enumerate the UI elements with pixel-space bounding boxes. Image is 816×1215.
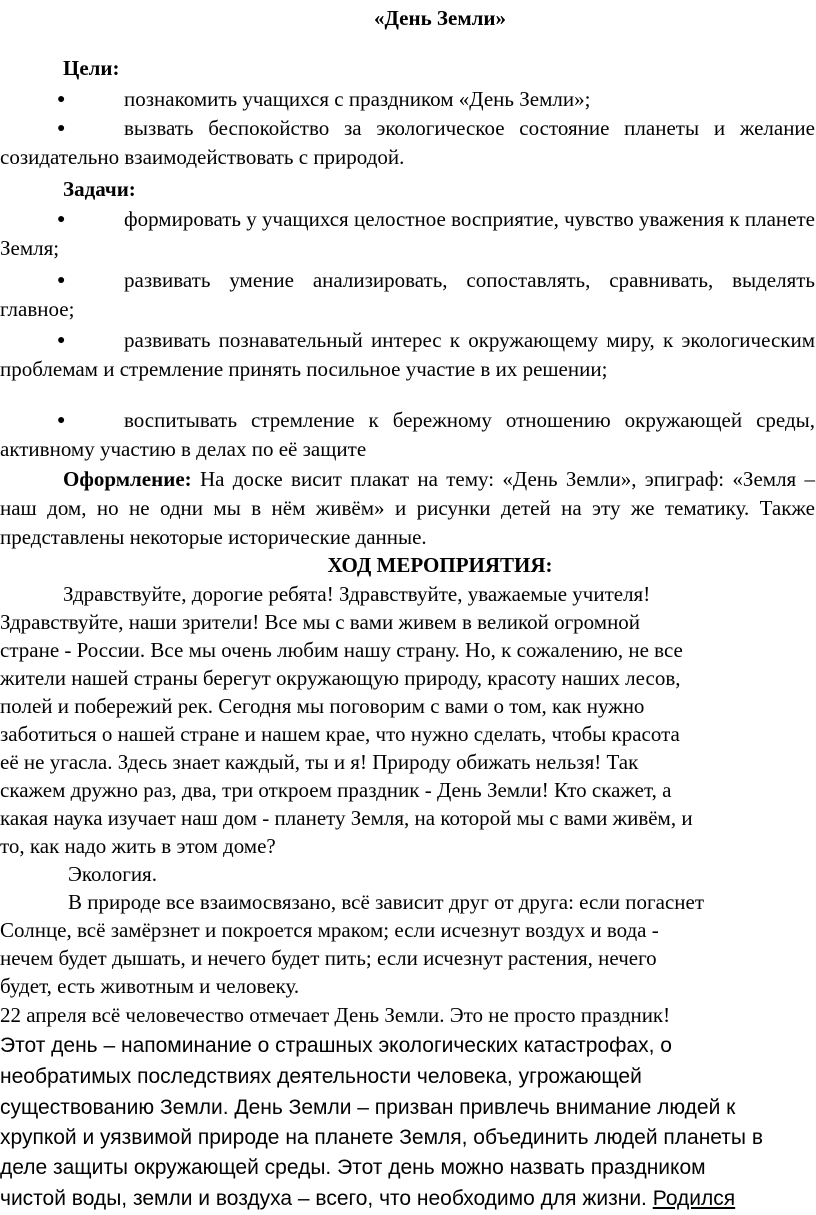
april-line: 22 апреля всё человечество отмечает День Земли. Это не просто праздник! (0, 1003, 671, 1027)
tasks-heading: Задачи: (63, 177, 136, 201)
nature-line: нечем будет дышать, и нечего будет пить; если исчезнут растения, нечего (0, 946, 657, 970)
speech-line: стране - России. Все мы очень любим нашу страну. Но, к сожалению, не все (0, 638, 683, 662)
bullet-icon: ● (57, 413, 66, 428)
april-line: необратимых последствиях деятельности человека, угрожающей (0, 1065, 642, 1088)
speech-line: заботиться о нашей стране и нашем крае, что нужно сделать, чтобы красота (0, 722, 680, 746)
april-last-text: чистой воды, земли и воздуха – всего, что необходимо для жизни. (0, 1187, 653, 1210)
task-item-3 (0, 326, 815, 384)
speech-line: то, как надо жить в этом доме? (0, 834, 276, 858)
task-item-text: формировать у учащихся целостное восприятие, чувство уважения к планете Земля; (0, 207, 815, 260)
april-line: Этот день – напоминание о страшных экологических катастрофах, о (0, 1034, 672, 1057)
underlined-word: Родился (652, 1187, 736, 1210)
bullet-icon: ● (57, 121, 66, 136)
speech-line: Здравствуйте, наши зрители! Все мы с вами живем в великой огромной (0, 610, 641, 634)
design-label: Оформление: (63, 467, 192, 491)
bullet-icon: ● (57, 273, 66, 288)
bullet-icon: ● (57, 92, 66, 107)
design-paragraph (0, 465, 815, 552)
bullet-icon: ● (57, 212, 66, 227)
april-line: хрупкой и уязвимой природе на планете Земля, объединить людей планеты в (0, 1126, 763, 1149)
task-item-text: воспитывать стремление к бережному отношению окружающей среды, активному участию в делах по её защите (0, 408, 815, 461)
task-item-text: развивать умение анализировать, сопоставлять, сравнивать, выделять главное; (0, 268, 815, 321)
bullet-icon: ● (57, 333, 66, 348)
nature-line: Солнце, всё замёрзнет и покроется мраком; если исчезнут воздух и вода - (0, 918, 659, 942)
design-text: На доске висит плакат на тему: «День Земли», эпиграф: «Земля – наш дом, но не одни мы в нём живём» и рисунки детей на эту же тематику. Также представлены некоторые исторические данные. (0, 467, 815, 549)
april-line: деле защиты окружающей среды. Этот день можно назвать праздником (0, 1156, 706, 1179)
speech-line: полей и побережий рек. Сегодня мы поговорим с вами о том, как нужно (0, 694, 645, 718)
goal-item-text: вызвать беспокойство за экологическое состояние планеты и желание созидательно взаимодействовать с природой. (0, 116, 815, 169)
speech-line: Здравствуйте, дорогие ребята! Здравствуйте, уважаемые учителя! (63, 582, 651, 606)
goals-heading: Цели: (63, 56, 120, 80)
april-line: существованию Земли. День Земли – призван привлечь внимание людей к (0, 1096, 736, 1119)
task-item-1 (0, 205, 815, 263)
task-item-2 (0, 266, 815, 324)
nature-line: будет, есть животным и человеку. (0, 974, 300, 998)
event-heading: ХОД МЕРОПРИЯТИЯ: (327, 553, 553, 577)
speech-line: скажем дружно раз, два, три откроем праздник - День Земли! Кто скажет, а (0, 778, 672, 802)
answer-line: Экология. (68, 862, 157, 886)
goal-item-1 (0, 85, 815, 114)
task-item-text: развивать познавательный интерес к окружающему миру, к экологическим проблемам и стремление принять посильное участие в их решении; (0, 328, 815, 381)
nature-line: В природе все взаимосвязано, всё зависит друг от друга: если погаснет (68, 890, 705, 914)
goal-item-text: познакомить учащихся с праздником «День Земли»; (124, 87, 591, 111)
speech-line: жители нашей страны берегут окружающую природу, красоту наших лесов, (0, 666, 681, 690)
task-item-4 (0, 406, 815, 464)
goal-item-2 (0, 114, 815, 172)
speech-line: её не угасла. Здесь знает каждый, ты и я! Природу обижать нельзя! Так (0, 750, 639, 774)
speech-line: какая наука изучает наш дом - планету Земля, на которой мы с вами живём, и (0, 806, 693, 830)
april-last-line (0, 1183, 815, 1214)
document-title: «День Земли» (373, 6, 507, 30)
